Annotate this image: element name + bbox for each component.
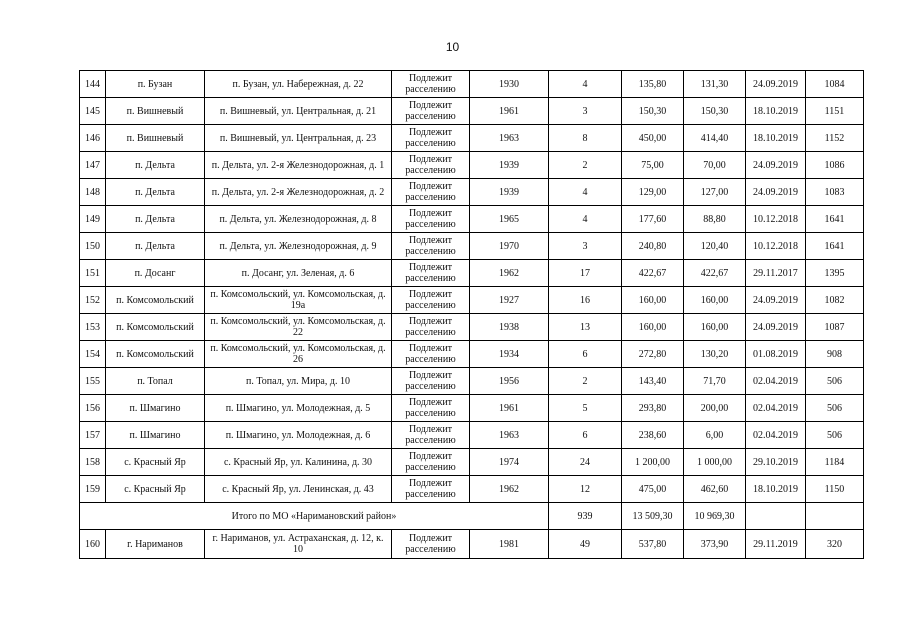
status-cell: Подлежит расселению: [392, 206, 470, 233]
total-residents-cell: 939: [549, 503, 622, 530]
settlement-cell: с. Красный Яр: [106, 449, 205, 476]
residents-count-cell: 49: [549, 530, 622, 559]
year-built-cell: 1939: [470, 179, 549, 206]
settlement-cell: г. Нариманов: [106, 530, 205, 559]
row-number-cell: 157: [80, 422, 106, 449]
decision-date-cell: 24.09.2019: [746, 287, 806, 314]
status-cell: Подлежит расселению: [392, 368, 470, 395]
total-area-cell: 475,00: [622, 476, 684, 503]
row-number-cell: 148: [80, 179, 106, 206]
address-cell: п. Дельта, ул. 2-я Железнодорожная, д. 1: [205, 152, 392, 179]
resettlement-area-cell: 70,00: [684, 152, 746, 179]
status-cell: Подлежит расселению: [392, 179, 470, 206]
decision-date-cell: 18.10.2019: [746, 98, 806, 125]
resettlement-area-cell: 127,00: [684, 179, 746, 206]
year-built-cell: 1970: [470, 233, 549, 260]
settlement-cell: п. Комсомольский: [106, 287, 205, 314]
address-cell: п. Шмагино, ул. Молодежная, д. 6: [205, 422, 392, 449]
year-built-cell: 1938: [470, 314, 549, 341]
table-body: [80, 71, 864, 559]
row-number-cell: 160: [80, 530, 106, 559]
table-row: [80, 395, 864, 422]
year-built-cell: 1939: [470, 152, 549, 179]
table-row: [80, 71, 864, 98]
settlement-cell: с. Красный Яр: [106, 476, 205, 503]
total-area-cell: 240,80: [622, 233, 684, 260]
decision-date-cell: 29.11.2019: [746, 530, 806, 559]
housing-registry-table: [79, 70, 864, 559]
total-area-cell: 293,80: [622, 395, 684, 422]
settlement-cell: п. Досанг: [106, 260, 205, 287]
residents-count-cell: 6: [549, 422, 622, 449]
total-area-cell: 272,80: [622, 341, 684, 368]
settlement-cell: п. Комсомольский: [106, 341, 205, 368]
row-number-cell: 147: [80, 152, 106, 179]
decision-date-cell: 10.12.2018: [746, 206, 806, 233]
table-row: [80, 206, 864, 233]
decision-number-cell: 1150: [806, 476, 864, 503]
resettlement-area-cell: 160,00: [684, 314, 746, 341]
status-cell: Подлежит расселению: [392, 152, 470, 179]
residents-count-cell: 3: [549, 233, 622, 260]
resettlement-area-cell: 422,67: [684, 260, 746, 287]
decision-number-cell: 1083: [806, 179, 864, 206]
resettlement-area-cell: 373,90: [684, 530, 746, 559]
decision-date-cell: 02.04.2019: [746, 395, 806, 422]
settlement-cell: п. Комсомольский: [106, 314, 205, 341]
total-area-sum-cell: 13 509,30: [622, 503, 684, 530]
resettlement-area-cell: 71,70: [684, 368, 746, 395]
year-built-cell: 1963: [470, 422, 549, 449]
total-area-cell: 160,00: [622, 314, 684, 341]
residents-count-cell: 4: [549, 206, 622, 233]
total-area-cell: 537,80: [622, 530, 684, 559]
decision-date-cell: 18.10.2019: [746, 125, 806, 152]
total-label-cell: Итого по МО «Наримановский район»: [80, 503, 549, 530]
residents-count-cell: 2: [549, 152, 622, 179]
table-row: [80, 530, 864, 559]
decision-date-cell: 24.09.2019: [746, 179, 806, 206]
address-cell: п. Топал, ул. Мира, д. 10: [205, 368, 392, 395]
row-number-cell: 156: [80, 395, 106, 422]
table-row: [80, 368, 864, 395]
row-number-cell: 155: [80, 368, 106, 395]
settlement-cell: п. Шмагино: [106, 422, 205, 449]
address-cell: с. Красный Яр, ул. Калинина, д. 30: [205, 449, 392, 476]
status-cell: Подлежит расселению: [392, 422, 470, 449]
table-row: [80, 152, 864, 179]
year-built-cell: 1962: [470, 476, 549, 503]
residents-count-cell: 4: [549, 179, 622, 206]
address-cell: п. Шмагино, ул. Молодежная, д. 5: [205, 395, 392, 422]
decision-number-cell: 320: [806, 530, 864, 559]
total-resettlement-area-sum-cell: 10 969,30: [684, 503, 746, 530]
decision-number-cell: 1086: [806, 152, 864, 179]
resettlement-area-cell: 160,00: [684, 287, 746, 314]
status-cell: Подлежит расселению: [392, 530, 470, 559]
settlement-cell: п. Топал: [106, 368, 205, 395]
decision-date-cell: 24.09.2019: [746, 314, 806, 341]
decision-date-cell: 01.08.2019: [746, 341, 806, 368]
decision-date-cell: 24.09.2019: [746, 152, 806, 179]
total-area-cell: 150,30: [622, 98, 684, 125]
decision-number-cell: 1184: [806, 449, 864, 476]
row-number-cell: 151: [80, 260, 106, 287]
resettlement-area-cell: 131,30: [684, 71, 746, 98]
total-area-cell: 129,00: [622, 179, 684, 206]
settlement-cell: п. Дельта: [106, 179, 205, 206]
resettlement-area-cell: 150,30: [684, 98, 746, 125]
total-area-cell: 238,60: [622, 422, 684, 449]
address-cell: г. Нариманов, ул. Астраханская, д. 12, к. 10: [205, 530, 392, 559]
decision-number-cell: 506: [806, 422, 864, 449]
address-cell: п. Бузан, ул. Набережная, д. 22: [205, 71, 392, 98]
table-row: [80, 476, 864, 503]
address-cell: п. Вишневый, ул. Центральная, д. 23: [205, 125, 392, 152]
residents-count-cell: 6: [549, 341, 622, 368]
resettlement-area-cell: 6,00: [684, 422, 746, 449]
status-cell: Подлежит расселению: [392, 260, 470, 287]
row-number-cell: 153: [80, 314, 106, 341]
year-built-cell: 1956: [470, 368, 549, 395]
residents-count-cell: 24: [549, 449, 622, 476]
total-area-cell: 1 200,00: [622, 449, 684, 476]
decision-date-cell: 18.10.2019: [746, 476, 806, 503]
settlement-cell: п. Вишневый: [106, 98, 205, 125]
table-row: [80, 314, 864, 341]
decision-number-cell: 1641: [806, 206, 864, 233]
address-cell: п. Комсомольский, ул. Комсомольская, д. 22: [205, 314, 392, 341]
year-built-cell: 1961: [470, 98, 549, 125]
status-cell: Подлежит расселению: [392, 476, 470, 503]
decision-number-cell: 1084: [806, 71, 864, 98]
decision-number-cell: 1152: [806, 125, 864, 152]
total-area-cell: 160,00: [622, 287, 684, 314]
row-number-cell: 152: [80, 287, 106, 314]
settlement-cell: п. Шмагино: [106, 395, 205, 422]
total-area-cell: 143,40: [622, 368, 684, 395]
year-built-cell: 1930: [470, 71, 549, 98]
residents-count-cell: 5: [549, 395, 622, 422]
row-number-cell: 150: [80, 233, 106, 260]
residents-count-cell: 13: [549, 314, 622, 341]
page-number: 10: [445, 40, 460, 54]
settlement-cell: п. Бузан: [106, 71, 205, 98]
empty-cell: [746, 503, 806, 530]
residents-count-cell: 12: [549, 476, 622, 503]
resettlement-area-cell: 414,40: [684, 125, 746, 152]
year-built-cell: 1981: [470, 530, 549, 559]
residents-count-cell: 17: [549, 260, 622, 287]
table-row: [80, 260, 864, 287]
decision-date-cell: 02.04.2019: [746, 422, 806, 449]
residents-count-cell: 16: [549, 287, 622, 314]
row-number-cell: 159: [80, 476, 106, 503]
row-number-cell: 158: [80, 449, 106, 476]
status-cell: Подлежит расселению: [392, 125, 470, 152]
decision-date-cell: 10.12.2018: [746, 233, 806, 260]
resettlement-area-cell: 120,40: [684, 233, 746, 260]
status-cell: Подлежит расселению: [392, 341, 470, 368]
year-built-cell: 1927: [470, 287, 549, 314]
empty-cell: [806, 503, 864, 530]
settlement-cell: п. Дельта: [106, 206, 205, 233]
table-row: [80, 98, 864, 125]
decision-date-cell: 29.10.2019: [746, 449, 806, 476]
decision-number-cell: 1395: [806, 260, 864, 287]
year-built-cell: 1974: [470, 449, 549, 476]
address-cell: п. Дельта, ул. 2-я Железнодорожная, д. 2: [205, 179, 392, 206]
address-cell: п. Дельта, ул. Железнодорожная, д. 8: [205, 206, 392, 233]
row-number-cell: 146: [80, 125, 106, 152]
resettlement-area-cell: 1 000,00: [684, 449, 746, 476]
year-built-cell: 1962: [470, 260, 549, 287]
address-cell: п. Дельта, ул. Железнодорожная, д. 9: [205, 233, 392, 260]
decision-number-cell: 506: [806, 395, 864, 422]
resettlement-area-cell: 130,20: [684, 341, 746, 368]
table-row: [80, 287, 864, 314]
address-cell: п. Комсомольский, ул. Комсомольская, д. 19а: [205, 287, 392, 314]
year-built-cell: 1963: [470, 125, 549, 152]
status-cell: Подлежит расселению: [392, 287, 470, 314]
table-row: [80, 125, 864, 152]
table-row: [80, 341, 864, 368]
address-cell: с. Красный Яр, ул. Ленинская, д. 43: [205, 476, 392, 503]
decision-number-cell: 1641: [806, 233, 864, 260]
residents-count-cell: 3: [549, 98, 622, 125]
resettlement-area-cell: 462,60: [684, 476, 746, 503]
row-number-cell: 149: [80, 206, 106, 233]
residents-count-cell: 8: [549, 125, 622, 152]
decision-number-cell: 1087: [806, 314, 864, 341]
residents-count-cell: 2: [549, 368, 622, 395]
decision-number-cell: 908: [806, 341, 864, 368]
decision-date-cell: 29.11.2017: [746, 260, 806, 287]
status-cell: Подлежит расселению: [392, 314, 470, 341]
total-row: [80, 503, 864, 530]
row-number-cell: 145: [80, 98, 106, 125]
year-built-cell: 1934: [470, 341, 549, 368]
table-row: [80, 233, 864, 260]
decision-date-cell: 24.09.2019: [746, 71, 806, 98]
decision-number-cell: 1082: [806, 287, 864, 314]
status-cell: Подлежит расселению: [392, 71, 470, 98]
resettlement-area-cell: 200,00: [684, 395, 746, 422]
row-number-cell: 144: [80, 71, 106, 98]
residents-count-cell: 4: [549, 71, 622, 98]
address-cell: п. Комсомольский, ул. Комсомольская, д. 26: [205, 341, 392, 368]
status-cell: Подлежит расселению: [392, 233, 470, 260]
total-area-cell: 135,80: [622, 71, 684, 98]
address-cell: п. Вишневый, ул. Центральная, д. 21: [205, 98, 392, 125]
resettlement-area-cell: 88,80: [684, 206, 746, 233]
status-cell: Подлежит расселению: [392, 98, 470, 125]
decision-number-cell: 1151: [806, 98, 864, 125]
year-built-cell: 1965: [470, 206, 549, 233]
total-area-cell: 75,00: [622, 152, 684, 179]
year-built-cell: 1961: [470, 395, 549, 422]
status-cell: Подлежит расселению: [392, 395, 470, 422]
decision-date-cell: 02.04.2019: [746, 368, 806, 395]
table-row: [80, 449, 864, 476]
table-row: [80, 179, 864, 206]
row-number-cell: 154: [80, 341, 106, 368]
status-cell: Подлежит расселению: [392, 449, 470, 476]
total-area-cell: 422,67: [622, 260, 684, 287]
decision-number-cell: 506: [806, 368, 864, 395]
settlement-cell: п. Дельта: [106, 233, 205, 260]
settlement-cell: п. Вишневый: [106, 125, 205, 152]
total-area-cell: 177,60: [622, 206, 684, 233]
table-row: [80, 422, 864, 449]
total-area-cell: 450,00: [622, 125, 684, 152]
settlement-cell: п. Дельта: [106, 152, 205, 179]
address-cell: п. Досанг, ул. Зеленая, д. 6: [205, 260, 392, 287]
